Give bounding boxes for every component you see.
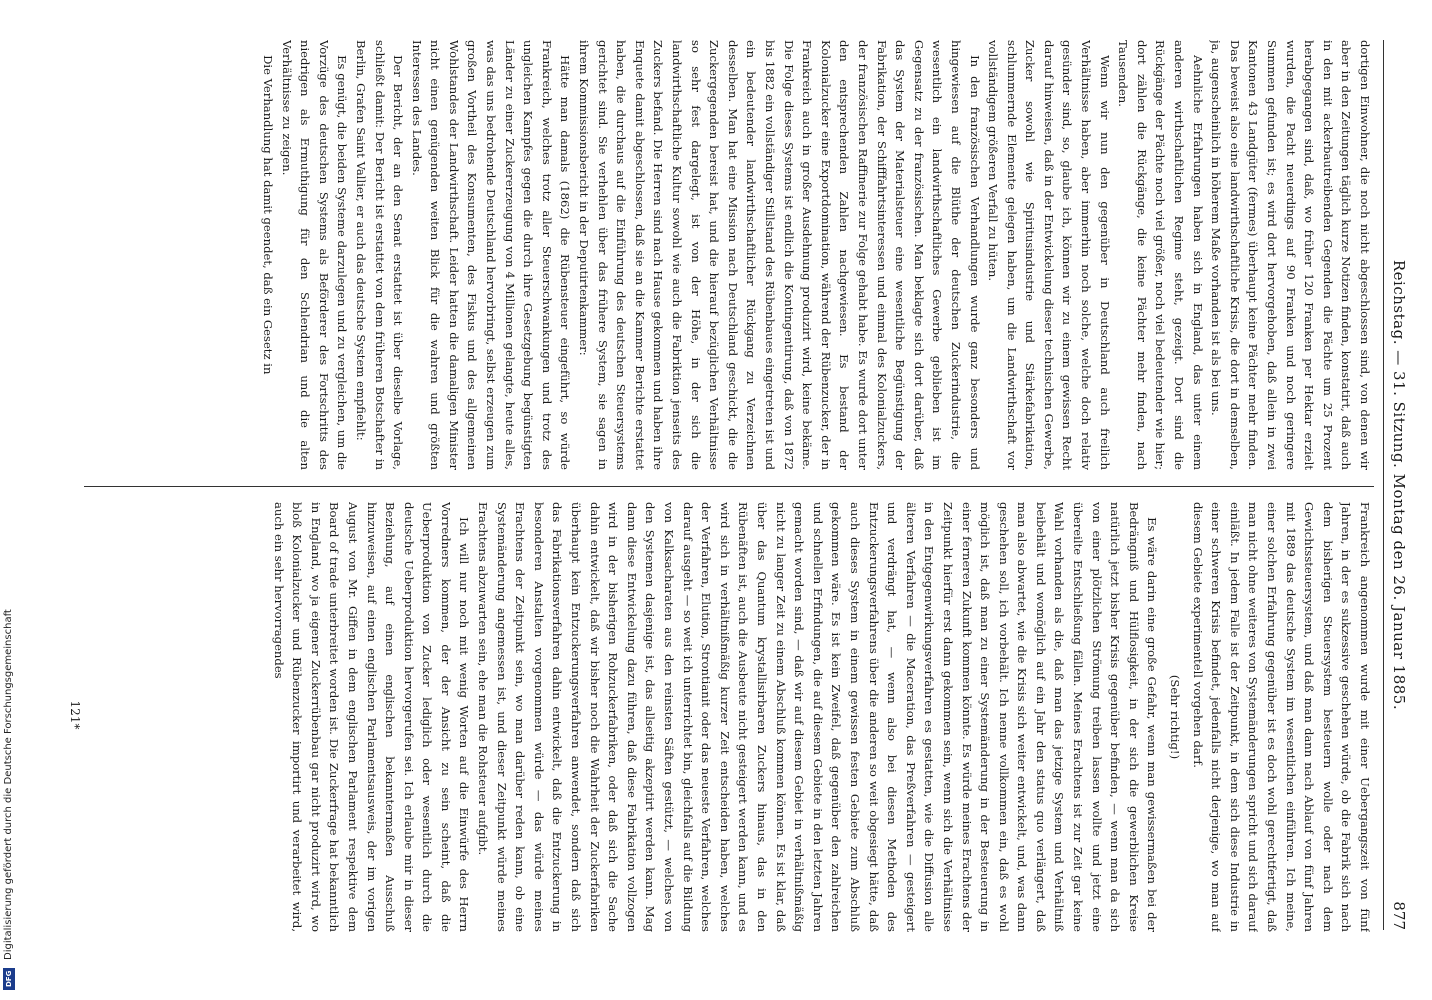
interjection: (Sehr richtig!) [1168,674,1183,760]
paragraph: Aehnliche Erfahrungen haben sich in England, das unter einem anderen wirthschaftlichen Regime steht, gezeigt. Dort sind die Rückgänge der Pächte noch viel größer, noch viel bedeutender wie hier; dort zählen die Rückgänge, die keine Pächter mehr finden, nach Tausenden. [1116,40,1205,470]
header-rule [1383,40,1384,930]
quoted-paragraph: Hätte man damals (1862) die Rübensteuer eingeführt, so würde Frankreich, welches trotz aller Steuerschwankungen und trotz des ungleichen Kampfes gegen die durch ihre Gesetzgebung begünstigten Länder zu einer Zuckererzeugung von 4 Millionen gelangte, heute alles, was das uns bedrohende Deutschland hervorbringt, selbst erzeugen zum großen Vortheil des Konsumenten, des Fiskus und des allgemeinen Wohlstandes der Landwirthschaft. Leider hatten die damaligen Minister nicht einen genügenden weiten Blick für die wahren und größten Interessen des Landes. [409,40,573,470]
right-column [64,502,1374,932]
paragraph: Die Verhandlung hat damit geendet, daß ein Gesetz in [260,55,275,375]
signature-mark-text: 121* [68,700,82,730]
header-title: Reichstag. — 31. Sitzung. Montag den 26. Januar 1885. [1390,259,1408,711]
paragraph: Frankreich angenommen wurde mit einer Uebergangszeit von fünf Jahren, in der es sukzessive geschehen würde, ob die Fabrik sich nach dem bisherigen Steuersystem besteuern wolle oder nach dem Gewichtssteuersystem, und daß man dann nach Ablauf von fünf Jahren mit 1889 das deutsche System im wesentlichen einführen. Ich meine, einer solchen Erfahrung gegenüber ist es doch wohl gerechtfertigt, daß man nicht ohne weiteres von Systemänderungen spricht und sich darauf einläßt. In jedem Falle ist der Zeitpunkt, in dem sich diese Industrie in einer schweren Krisis befindet, jedenfalls nicht derjenige, wo man auf diesem Gebiete experimentell vorgehen darf. [1190,502,1372,932]
dfg-logo-label: DFG [5,970,13,988]
paragraph: Ich will nur noch mit wenig Worten auf die Einwürfe des Herrn Vorredners kommen, der der Ansicht zu sein scheint, daß die Ueberproduktion von Zucker lediglich oder wesentlich durch die deutsche Ueberproduktion hervorgerufen sei. Ich erlaube mir in dieser Beziehung, auf einen englischen bekanntermaßen Ausschuß hinzuweisen, auf einen englischen Parlamentsausweis, der im vorigen August von Mr. Giffen in dem englischen Parlament respektive dem Board of trade unterbreitet worden ist. Die Zuckerfrage hat bekanntlich in England, wo ja eigener Zuckerrübenbau gar nicht produzirt wird, wo bloß Kolonialzucker und Rübenzucker importirt und verarbeitet wird, auch ein sehr hervorragendes [271,502,472,932]
credit-text: Digitalisierung gefördert durch die Deutsche Forschungsgemeinschaft [3,609,14,960]
quoted-paragraph: Es genügt, die beiden Systeme darzulegen und zu vergleichen, um die Vorzüge des deutschen Systems als Beförderer des Fortschritts des niedrigen als Ermuthigung für den Schlendrian und die alten Verhältnisse zu zeigen. [279,40,350,470]
page-number: 877 [1390,901,1408,930]
document-page [42,10,1412,970]
running-header [1380,40,1408,930]
paragraph: Es wäre darin eine große Gefahr, wenn man gewissermaßen bei der Bedrängniß und Hülflosigkeit, in der sich die gewerblichen Kreise natürlich jetzt bisher Krisis gegenüber befinden, — wenn man da sich von einer plötzlichen Strömung treiben lassen wollte und jetzt eine übereilte Entschließung fällen. Meines Erachtens ist zur Zeit gar keine Wahl vorhanden als die, daß man das jetzige System und Verhältniß beibehält und womöglich auf ein Jahr den status quo verlängert, daß man also abwartet, wie die Krisis sich weiter entwickelt, und, was dann geschehen soll, ich vorbehält. Ich nenne vollkommen ein, daß es wohl möglich ist, daß man zu einer Systemänderung in der Besteuerung in einer ferneren Zukunft kommen könnte. Es würde meines Erachtens der Zeitpunkt hierfür erst dann gekommen sein, wenn sich die Verhältnisse in den Entgegenwirkungsverfahren es gestatten, wie die Diffusion alle älteren Verfahren — die Maceration, das Preßverfahren — gesteigert und verdrängt hat, — wenn also bei diesen Methoden des Entzuckerungsverfahrens über die anderen so weit obgesiegt hätte, daß auch dieses System in einem gewissen festen Gebiete zum Abschluß gekommen wäre. Es ist kein Zweifel, daß gegenüber den zahlreichen und schnellen Erfindungen, die auf diesem Gebiete in den letzten Jahren gemacht worden sind, — daß wir auf diesem Gebiet in verhältnißmäßig nicht zu langer Zeit zu einem Abschluß kommen können. Es ist klar, daß über das Quantum krystallisirbaren Zuckers hinaus, das in den Rübenäften ist, auch die Ausbeute nicht gesteigert werden kann, und es wird sich in verhältnißmäßig kurzer Zeit entscheiden haben, welches der Verfahren, Elution, Strontianit oder das neueste Verfahren, welches darauf ausgeht — so weit ich unterrichtet bin, gleichfalls auf die Bildung von Kalksacharaten aus den reinsten Säften gestützt, — welches von den Systemen dasjenige ist, das allseitig akzeptirt werden kann. Mag dann diese Entwickelung dazu führen, daß diese Fabrikation vollzogen wird in der bisherigen Rohzuckerfabriken, oder daß sich die Sache dahin entwickelt, daß wir bisher noch die Wahrheit der Zuckerfabriken überhaupt kein Entzuckerungsverfahren anwendet, sondern daß sich das Fabrikationsverfahren dahin entwickelt, daß die Entzuckerung in besonderen Anstalten vorgenommen würde — das würde meines Erachtens der Zeitpunkt sein, wo man darüber reden kann, ob eine Systemänderung angemessen ist, und dieser Zeitpunkt würde meines Erachtens abzuwarten sein, ehe man die Rohsteuer aufgibt. [476,502,1160,932]
digitization-credit [2,0,16,1000]
left-column [64,40,1374,470]
paragraph: dortigen Einwohner, die noch nicht abgeschlossen sind, von denen wir aber in den Zeitungen täglich kurze Notizen finden, konstatirt, daß auch in den mit ackerbautreibenden Gegenden die Pächte um 25 Prozent herabgegangen sind, daß, wo früher 120 Franken per Hektar erzielt wurden, die Pacht neuerdings auf 90 Franken und noch geringere Summen gefunden ist; es wird dort hervorgehoben, daß allein in zwei Kantonen 43 Landgüter (fermes) überhaupt keine Pächter mehr finden. Das beweist also eine landwirthschaftliche Krisis, die dort in demselben, ja, augenscheinlich in höherem Maße vorhanden ist als bei uns. [1209,40,1372,470]
paragraph: Der Bericht, der an den Senat erstattet ist über dieselbe Vorlage, schließt damit: Der Bericht ist erstattet von dem früheren Botschafter in Berlin, Grafen Saint Vallier, er auch das deutsche System empfiehlt: [353,40,406,470]
paragraph: Wenn wir nun den gegenüber in Deutschland auch freilich Verhältnisse haben, aber immerhin noch solche, welche doch relativ gesünder sind, so, glaube ich, können wir zu einem gewissen Recht darauf hinweisen, daß in der Entwickelung dieser technischen Gewerbe, Zucker sowohl wie Spiritusindustrie und Stärkefabrikation, schlummernde Elemente gelegen haben, um die Landwirthschaft vor vollständigem größeren Verfall zu hüten. [986,40,1112,470]
dfg-logo [3,968,15,990]
paragraph: In den französischen Verhandlungen wurde ganz besonders und hingewiesen auf die Blüthe der deutschen Zuckerindustrie, die wesentlich ein landwirthschaftliches Gewerbe geblieben ist im Gegensatz zu der französischen. Man beklagte sich dort darüber, daß das System der Materialsteuer eine wesentliche Begünstigung der Fabrikation, der Schifffahrtsinteressen und einmal des Kolonialzuckers, der französischen Raffinerie zur Folge gehabt habe. Es wurde dort unter den entsprechenden Zahlen nachgewiesen. Es bestand der Kolonialzucker eine Exportdomination, während der Rübenzucker, der in Frankreich auch in großer Ausdehnung produzirt wird, keine bekäme. Die Folge dieses Systems ist endlich die Kontingentirung, daß von 1872 bis 1882 ein vollständiger Stillstand des Rübenbaues eingetreten ist und ein bedeutender landwirthschaftlicher Rückgang zu Verzeichnen desselben. Man hat eine Mission nach Deutschland geschickt, die die Zuckergegenden bereist hat, und die hierauf bezüglichen Verhältnisse so sehr fest dargelegt, ist von der Höhe, in der sich die landwirthschaftliche Kultur sowohl wie auch die Fabriktion jenseits des Zuckers befand. Die Herren sind nach Hause gekommen und haben ihre Enquete damit abgeschlossen, daß sie an die Kammer Berichte erstattet haben, die durchaus auf die Einführung des deutschen Steuersystems gerichtet sind. Sie verhehlen über das frühere System, sie sagen in ihrem Kommissionsbericht in der Deputirtenkammer: [577,40,982,470]
column-divider [84,486,1374,487]
signature-mark [68,40,82,930]
